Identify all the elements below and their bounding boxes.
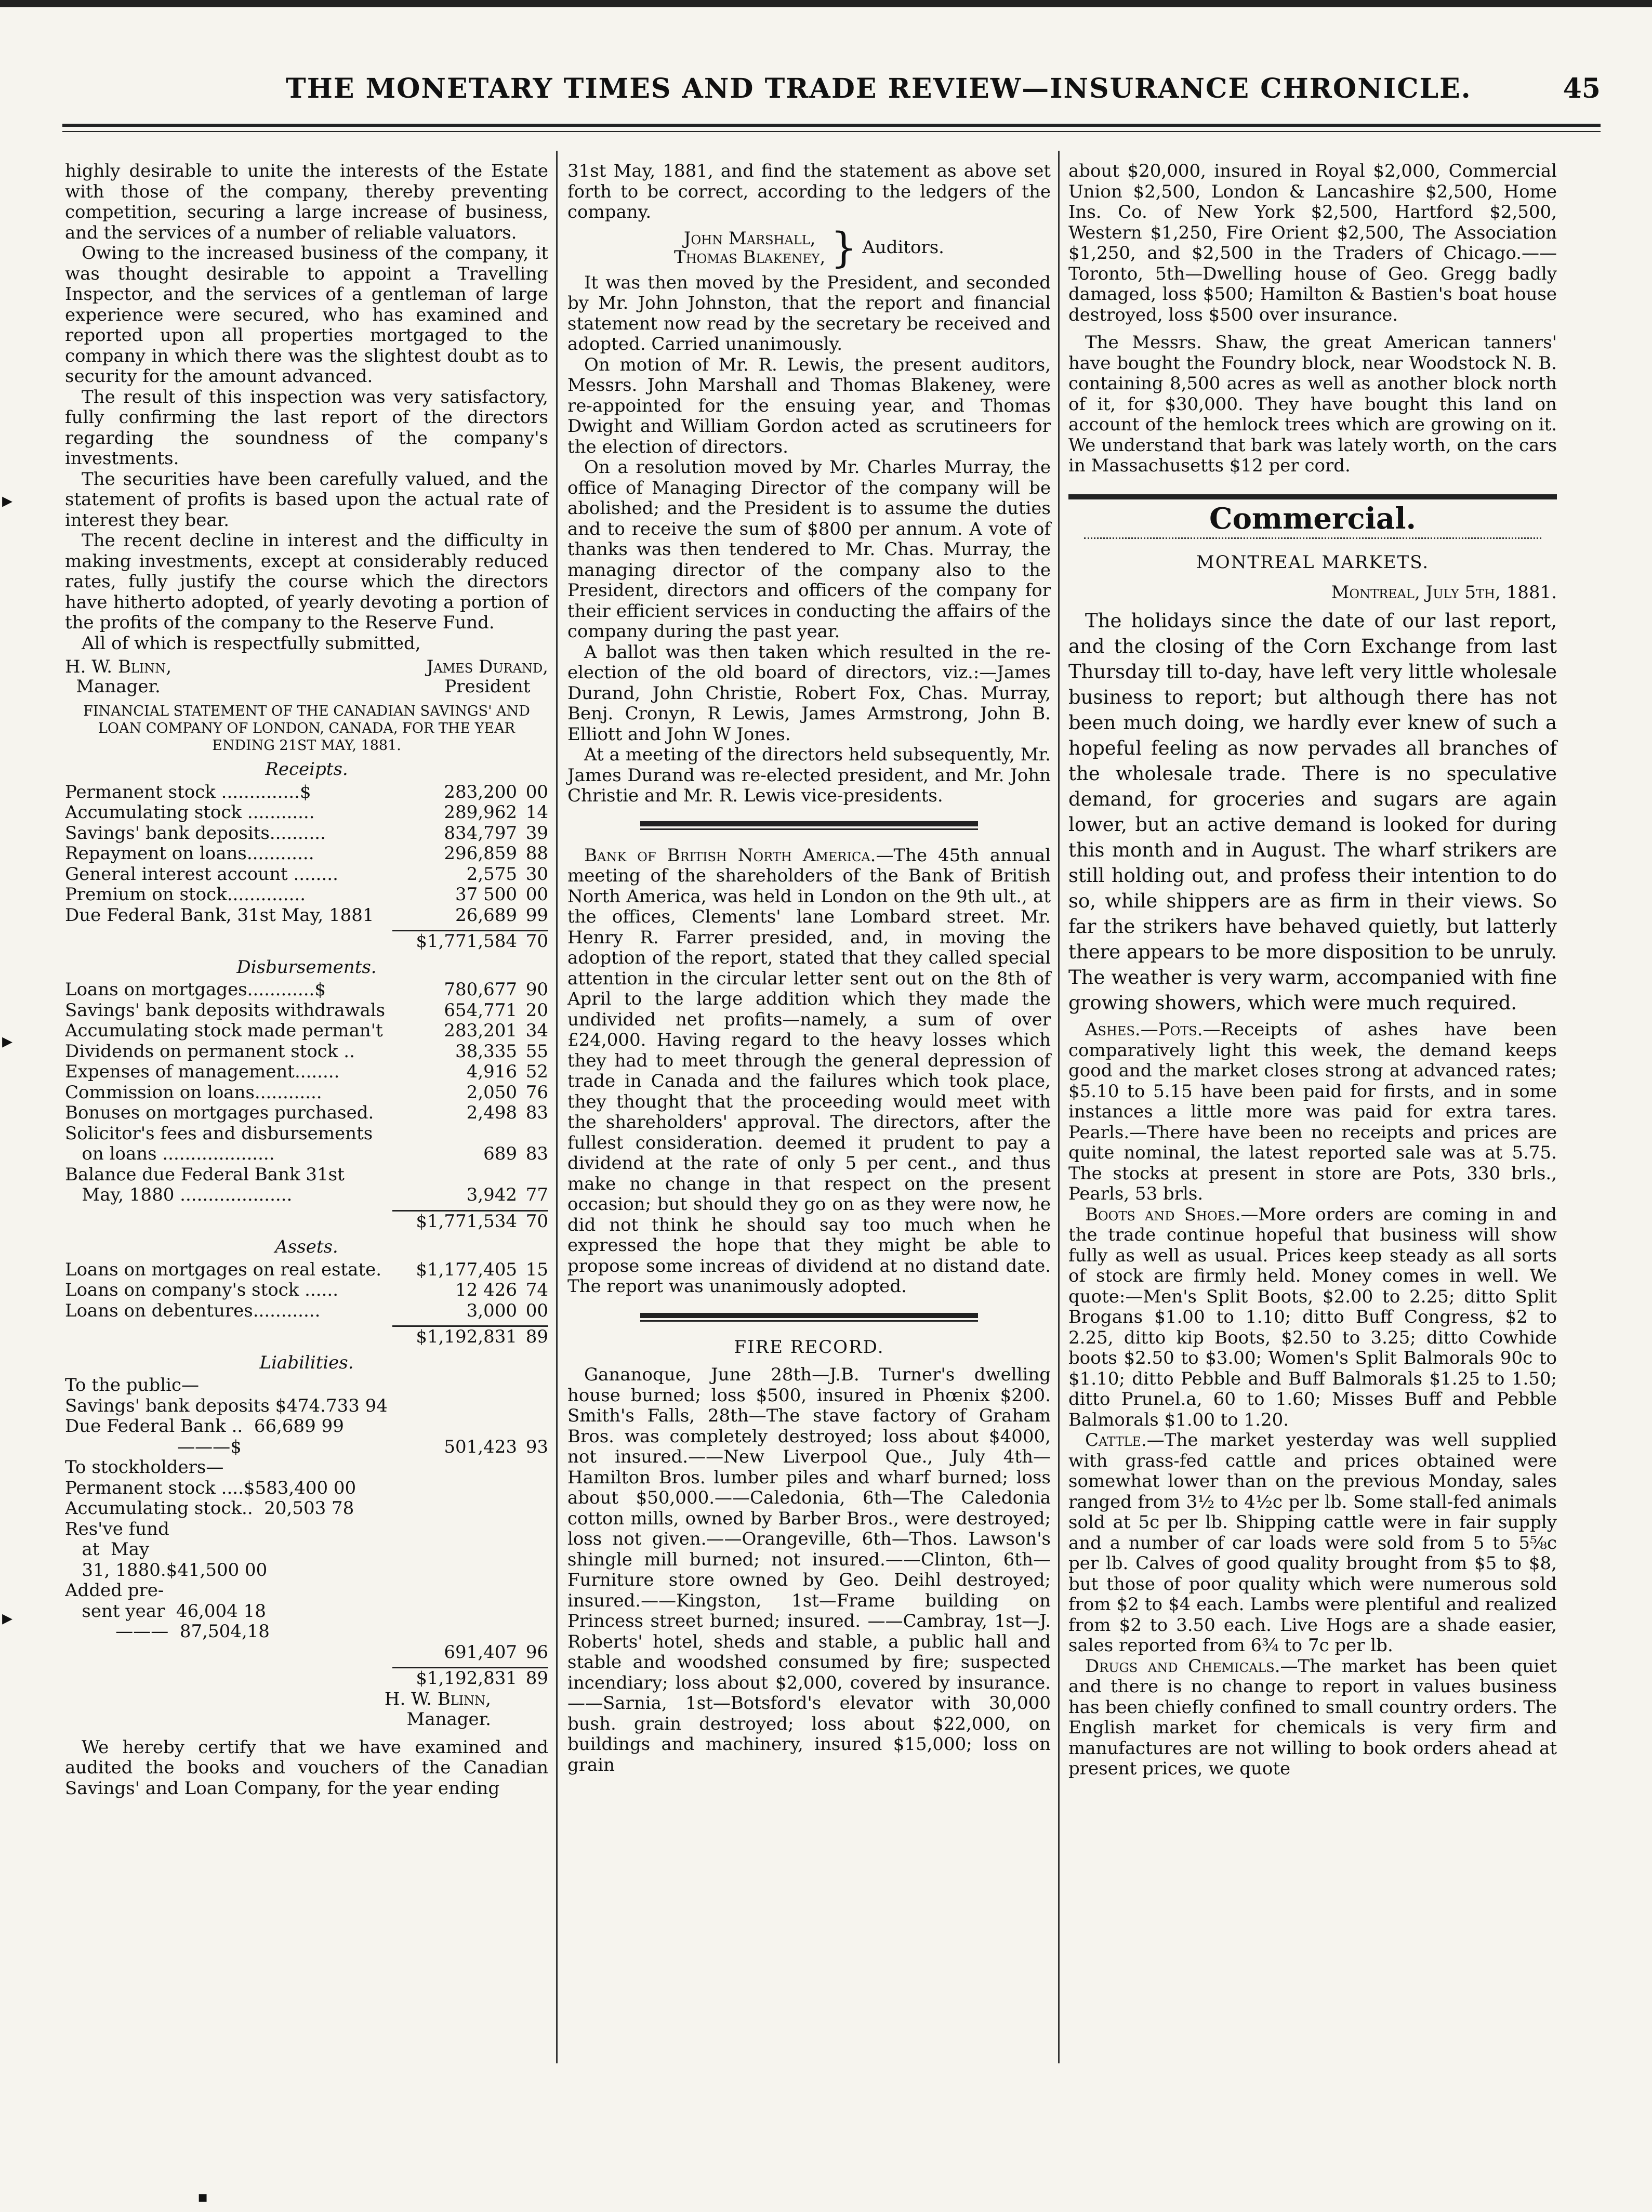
financial-statement-title: FINANCIAL STATEMENT OF THE CANADIAN SAVINGS' AND LOAN COMPANY OF LONDON, CANADA, FOR THE YEAR ENDING 21ST MAY, 1881. xyxy=(83,703,530,754)
paragraph: 31st May, 1881, and find the statement as above set forth to be correct, according to the ledgers of the company. xyxy=(567,161,1051,222)
ashes-report: Ashes.—Pots.—Receipts of ashes have been comparatively light this week, the demand keeps good and the market closes strong at advanced rates; $5.10 to 5.15 have been paid for firsts, and in some instances a little more was paid for extra tares. Pearls.—There have been no receipts and prices are quite nominal, the latest reported sale was at 5.75. The stocks at present in store are Pots, 330 brls., Pearls, 53 brls. xyxy=(1068,1019,1557,1204)
paragraph: On a resolution moved by Mr. Charles Murray, the office of Managing Director of the company will be abolished; and the President is to assume the duties and to receive the sum of $800 per annum. A vote of thanks was then tendered to Mr. Chas. Murray, the managing director of the company also to the President, directors and officers of the company for their efficient services in conducting the affairs of the company during the past year. xyxy=(567,457,1051,642)
cattle-report: Cattle.—The market yesterday was well supplied with grass-fed cattle and prices obtained were somewhat lower than on the previous Monday, sales ranged from 3½ to 4½c per lb. Some stall-fed animals sold at 5c per lb. Shipping cattle were in fair supply and a number of car loads were sold from 5 to 5⅝c per lb. Calves of good quality brought from $5 to $8, but those of poor quality which were numerous sold from $2 to $4 each. Lambs were plentiful and realized from $2 to 3.50 each. Live Hogs are a shade easier, sales reported from 6¾ to 7c per lb. xyxy=(1068,1430,1557,1656)
drugs-report: Drugs and Chemicals.—The market has been quiet and there is no change to report in values business has been chiefly confined to small country orders. The English market for chemicals is very firm and manufactures are not willing to book orders ahead at present prices, we quote xyxy=(1068,1655,1557,1779)
article-lead: Boots and Shoes. xyxy=(1085,1204,1241,1225)
top-edge-bar xyxy=(0,0,1652,7)
table-row: Loans on debentures............ 3,000 00 xyxy=(65,1300,548,1321)
table-row: To the public— xyxy=(65,1375,200,1395)
paragraph: The recent decline in interest and the difficulty in making investments, except at considerably reduced rates, fully justify the course which the directors have hitherto adopted, of yearly devoting a portion of the profits of the company to the Reserve Fund. xyxy=(65,530,548,633)
paragraph: The securities have been carefully valued, and the statement of profits is based upon the actual rate of interest they bear. xyxy=(65,468,548,531)
signer-title: President xyxy=(444,676,531,697)
signer-title: Manager. xyxy=(76,676,161,697)
table-row: 31, 1880.$41,500 00 xyxy=(65,1560,268,1581)
liabilities-heading: Liabilities. xyxy=(259,1352,354,1373)
signer-name: James Durand, xyxy=(426,656,548,677)
column-divider xyxy=(1058,151,1060,2063)
table-row: Bonuses on mortgages purchased. 2,498 83 xyxy=(65,1102,548,1123)
assets-total: $1,192,831 89 xyxy=(416,1326,548,1347)
montreal-markets-heading: MONTREAL MARKETS. xyxy=(1196,552,1430,573)
paragraph: The holidays since the date of our last report, and the closing of the Corn Exchange from last Thursday till to-day, have left very little wholesale business to report; but although there has not been much doing, we hardly ever knew of such a hopeful feeling as now pervades all branches of the wholesale trade. There is no speculative demand, for groceries and sugars are again lower, but an active demand is looked for during this month and in August. The wharf strikers are still holding out, and profess their intention to do so, while shippers are as firm in their views. So far the strikers have behaved quietly, but latterly there appears to be more disposition to be unruly. The weather is very warm, accompanied with fine growing showers, which were much required. xyxy=(1068,610,1557,1014)
page-title: THE MONETARY TIMES AND TRADE REVIEW—INSURANCE CHRONICLE. xyxy=(286,73,1472,104)
table-row: Repayment on loans............ 296,859 88 xyxy=(65,843,548,864)
table-row: ———$ 501,423 93 xyxy=(65,1436,548,1457)
bank-article: Bank of British North America.—The 45th annual meeting of the shareholders of the Bank of British North America, was held in London on the 9th ult., at the offices, Clements' lane Lombard street. Mr. Henry R. Farrer presided, and, in moving the adoption of the report, stated that they called special attention in the circular letter sent out on the 8th of April to the large addition which they made the undivided net profits—namely, a sum of over £24,000. Having regard to the heavy losses which they had to meet through the general depression of trade in Canada and the failures which took place, they thought that the proceeding would meet with the shareholders' approval. The directors, after the fullest consideration. deemed it prudent to pay a dividend at the rate of only 5 per cent., and thus make no change in that respect on the present occasion; but should they go on as they were now, he did not think he should say too much when he expressed the hope that they might be able to propose some increas of dividend at no distand date. The report was unanimously adopted. xyxy=(567,845,1051,1297)
auditor-name: John Marshall, xyxy=(683,228,816,249)
article-lead: Bank of British North America. xyxy=(584,845,876,866)
bottom-mark: ▪ xyxy=(197,2188,208,2206)
table-row: ——— 87,504,18 xyxy=(65,1622,270,1642)
table-row: Due Federal Bank .. 66,689 99 xyxy=(65,1416,344,1437)
page-number: 45 xyxy=(1563,73,1601,104)
table-row: Balance due Federal Bank 31st xyxy=(65,1164,345,1185)
table-row: Savings' bank deposits $474.733 94 xyxy=(65,1395,388,1416)
table-row: Permanent stock ....$583,400 00 xyxy=(65,1478,356,1498)
table-row: Added pre- xyxy=(65,1581,164,1601)
table-row: Solicitor's fees and disbursements xyxy=(65,1123,373,1144)
paragraph: The result of this inspection was very satisfactory, fully confirming the last report of the directors regarding the soundness of the company's investments. xyxy=(65,386,548,469)
table-row: Expenses of management........ 4,916 52 xyxy=(65,1061,548,1082)
column-1 xyxy=(65,161,548,1799)
paragraph: about $20,000, insured in Royal $2,000, Commercial Union $2,500, London & Lancashire $2,500, Home Ins. Co. of New York $2,500, Hartford $2,500, Western $1,250, Fire Orient $2,500, The Association $1,250, and $2,500 in the Traders of Chicago.—— Toronto, 5th—Dwelling house of Geo. Gregg badly damaged, loss $500; Hamilton & Bastien's boat house destroyed, loss $500 over insurance. xyxy=(1068,161,1557,325)
auditor-name: Thomas Blakeney, xyxy=(674,246,826,268)
paragraph: On motion of Mr. R. Lewis, the present auditors, Messrs. John Marshall and Thomas Blakeney, were re-appointed for the ensuing year, and Thomas Dwight and William Gordon acted as scrutineers for the election of directors. xyxy=(567,354,1051,457)
table-row: Premium on stock.............. 37 500 00 xyxy=(65,884,548,905)
section-separator xyxy=(1068,494,1557,499)
table-row: Permanent stock ..............$ 283,200 00 xyxy=(65,781,548,802)
table-row: May, 1880 .................... 3,942 77 xyxy=(65,1184,548,1205)
signatures xyxy=(65,657,548,696)
table-row: To stockholders— xyxy=(65,1457,224,1478)
table-row: Accumulating stock made perman't 283,201 34 xyxy=(65,1020,548,1041)
section-separator-thin xyxy=(640,828,978,830)
table-row: Loans on mortgages on real estate. $1,177,405 15 xyxy=(65,1259,548,1280)
section-separator-thin xyxy=(640,1320,978,1322)
section-title-commercial: Commercial. xyxy=(1209,501,1416,536)
section-separator xyxy=(640,1313,978,1318)
table-row: Savings' bank deposits.......... 834,797 39 xyxy=(65,822,548,844)
paragraph: At a meeting of the directors held subsequently, Mr. James Durand was re-elected president, and Mr. John Christie and Mr. R. Lewis vice-presidents. xyxy=(567,744,1051,806)
margin-mark: ▸ xyxy=(2,1029,13,1053)
liabilities-total: $1,192,831 89 xyxy=(416,1668,548,1689)
table-row: Accumulating stock ............ 289,962 14 xyxy=(65,802,548,823)
paragraph: We hereby certify that we have examined and audited the books and vouchers of the Canadian Savings' and Loan Company, for the year ending xyxy=(65,1736,548,1799)
paragraph: All of which is respectfully submitted, xyxy=(82,633,421,654)
page-header xyxy=(62,73,1601,120)
receipts-heading: Receipts. xyxy=(265,759,348,780)
table-row: Dividends on permanent stock .. 38,335 55 xyxy=(65,1041,548,1062)
table-row: on loans .................... 689 83 xyxy=(65,1143,548,1164)
assets-heading: Assets. xyxy=(275,1236,338,1257)
margin-mark: ▸ xyxy=(2,1606,13,1630)
boots-report: Boots and Shoes.—More orders are coming in and the trade continue hopeful that business will show fully as well as usual. Prices keep steady as all sorts of stock are firmly held. Money comes in well. We quote:—Men's Split Boots, $2.00 to 2.25; ditto Split Brogans $1.00 to 1.10; ditto Buff Congress, $2 to 2.25, ditto kip Boots, $2.50 to 3.25; ditto Cowhide boots $2.50 to $3.00; Women's Split Balmorals 90c to $1.10; ditto Pebble and Buff Balmorals $1.25 to 1.50; ditto Prunel.a, 60 to 1.60; Misses Buff and Pebble Balmorals $1.00 to 1.20. xyxy=(1068,1204,1557,1430)
receipts-total: $1,771,584 70 xyxy=(416,931,548,952)
table-row: Accumulating stock.. 20,503 78 xyxy=(65,1498,354,1519)
header-rule xyxy=(62,124,1601,127)
margin-mark: ▸ xyxy=(2,489,13,512)
article-lead: Ashes.—Pots. xyxy=(1085,1019,1203,1040)
paragraph: Gananoque, June 28th—J.B. Turner's dwelling house burned; loss $500, insured in Phœnix $200. Smith's Falls, 28th—The stave factory of Graham Bros. was completely destroyed; loss about $4000, not insured.——New Liverpool Que., July 4th—Hamilton Bros. lumber piles and wharf burned; loss about $50,000.——Caledonia, 6th—The Caledonia cotton mills, owned by Barber Bros., were destroyed; loss not given.——Orangeville, 6th—Thos. Lawson's shingle mill burned; not insured.——Clinton, 6th—Furniture store owned by Geo. Deihl destroyed; insured.——Kingston, 1st—Frame building on Princess street burned; insured. ——Cambray, 1st—J. Roberts' hotel, sheds and stable, a public hall and stable and woodshed consumed by fire; suspected incendiary; loss about $2,000, covered by insurance.——Sarnia, 1st—Botsford's elevator with 30,000 bush. grain destroyed; loss about $22,000, on buildings and machinery, insured $15,000; loss on grain xyxy=(567,1364,1051,1775)
disbursements-total: $1,771,534 70 xyxy=(416,1210,548,1232)
paragraph: It was then moved by the President, and seconded by Mr. John Johnston, that the report and financial statement now read by the secretary be received and adopted. Carried unanimously. xyxy=(567,272,1051,354)
auditors-block xyxy=(567,223,1051,272)
table-row: 691,407 96 xyxy=(444,1641,548,1663)
table-row: sent year 46,004 18 xyxy=(65,1601,266,1622)
manager-signature: H. W. Blinn, Manager. xyxy=(384,1688,491,1730)
receipts-table xyxy=(65,782,548,926)
table-row: Res've fund xyxy=(65,1519,169,1539)
column-divider xyxy=(556,151,558,2063)
table-row: Savings' bank deposits withdrawals 654,771 20 xyxy=(65,999,548,1021)
table-row: Loans on mortgages............$ 780,677 90 xyxy=(65,979,548,1000)
auditors-label: Auditors. xyxy=(862,236,944,258)
fire-record-heading: FIRE RECORD. xyxy=(734,1336,884,1358)
liabilities-table xyxy=(65,1375,548,1663)
header-rule-thin xyxy=(62,131,1601,132)
dateline: Montreal, July 5th, 1881. xyxy=(1331,582,1557,603)
article-lead: Drugs and Chemicals. xyxy=(1085,1655,1280,1677)
assets-table xyxy=(65,1260,548,1322)
paragraph: A ballot was then taken which resulted in the re-election of the old board of directors, viz.:—James Durand, John Christie, Robert Fox, Chas. Murray, Benj. Cronyn, R Lewis, James Armstrong, John B. Elliott and John W Jones. xyxy=(567,641,1051,745)
brace-glyph: } xyxy=(830,223,857,272)
paragraph: highly desirable to unite the interests of the Estate with those of the company, thereby preventing competition, securing a large increase of business, and the services of a number of reliable valuators. xyxy=(65,161,548,243)
article-lead: Cattle. xyxy=(1085,1430,1147,1451)
disbursements-heading: Disbursements. xyxy=(236,956,377,978)
table-row: Loans on company's stock ...... 12 426 74 xyxy=(65,1280,548,1300)
table-row: at May xyxy=(65,1539,150,1560)
signer-name: H. W. Blinn, xyxy=(65,656,172,677)
section-separator xyxy=(640,821,978,826)
column-3 xyxy=(1068,161,1557,1780)
table-row: General interest account ........ 2,575 30 xyxy=(65,863,548,885)
table-row: Due Federal Bank, 31st May, 1881 26,689 99 xyxy=(65,904,548,926)
table-row: Commission on loans............ 2,050 76 xyxy=(65,1082,548,1103)
disbursements-table xyxy=(65,980,548,1206)
column-2 xyxy=(567,161,1051,1775)
paragraph: The Messrs. Shaw, the great American tanners' have bought the Foundry block, near Woodstock N. B. containing 8,500 acres as well as another block north of it, for $30,000. They have bought this land on account of the hemlock trees which are growing on it. We understand that bark was lately worth, on the cars in Massachusetts $12 per cord. xyxy=(1068,332,1557,476)
paragraph: Owing to the increased business of the company, it was thought desirable to appoint a Travelling Inspector, and the services of a gentleman of large experience were secured, who has examined and reported upon all properties mortgaged to the company in which there was the slightest doubt as to security for the amount advanced. xyxy=(65,243,548,387)
